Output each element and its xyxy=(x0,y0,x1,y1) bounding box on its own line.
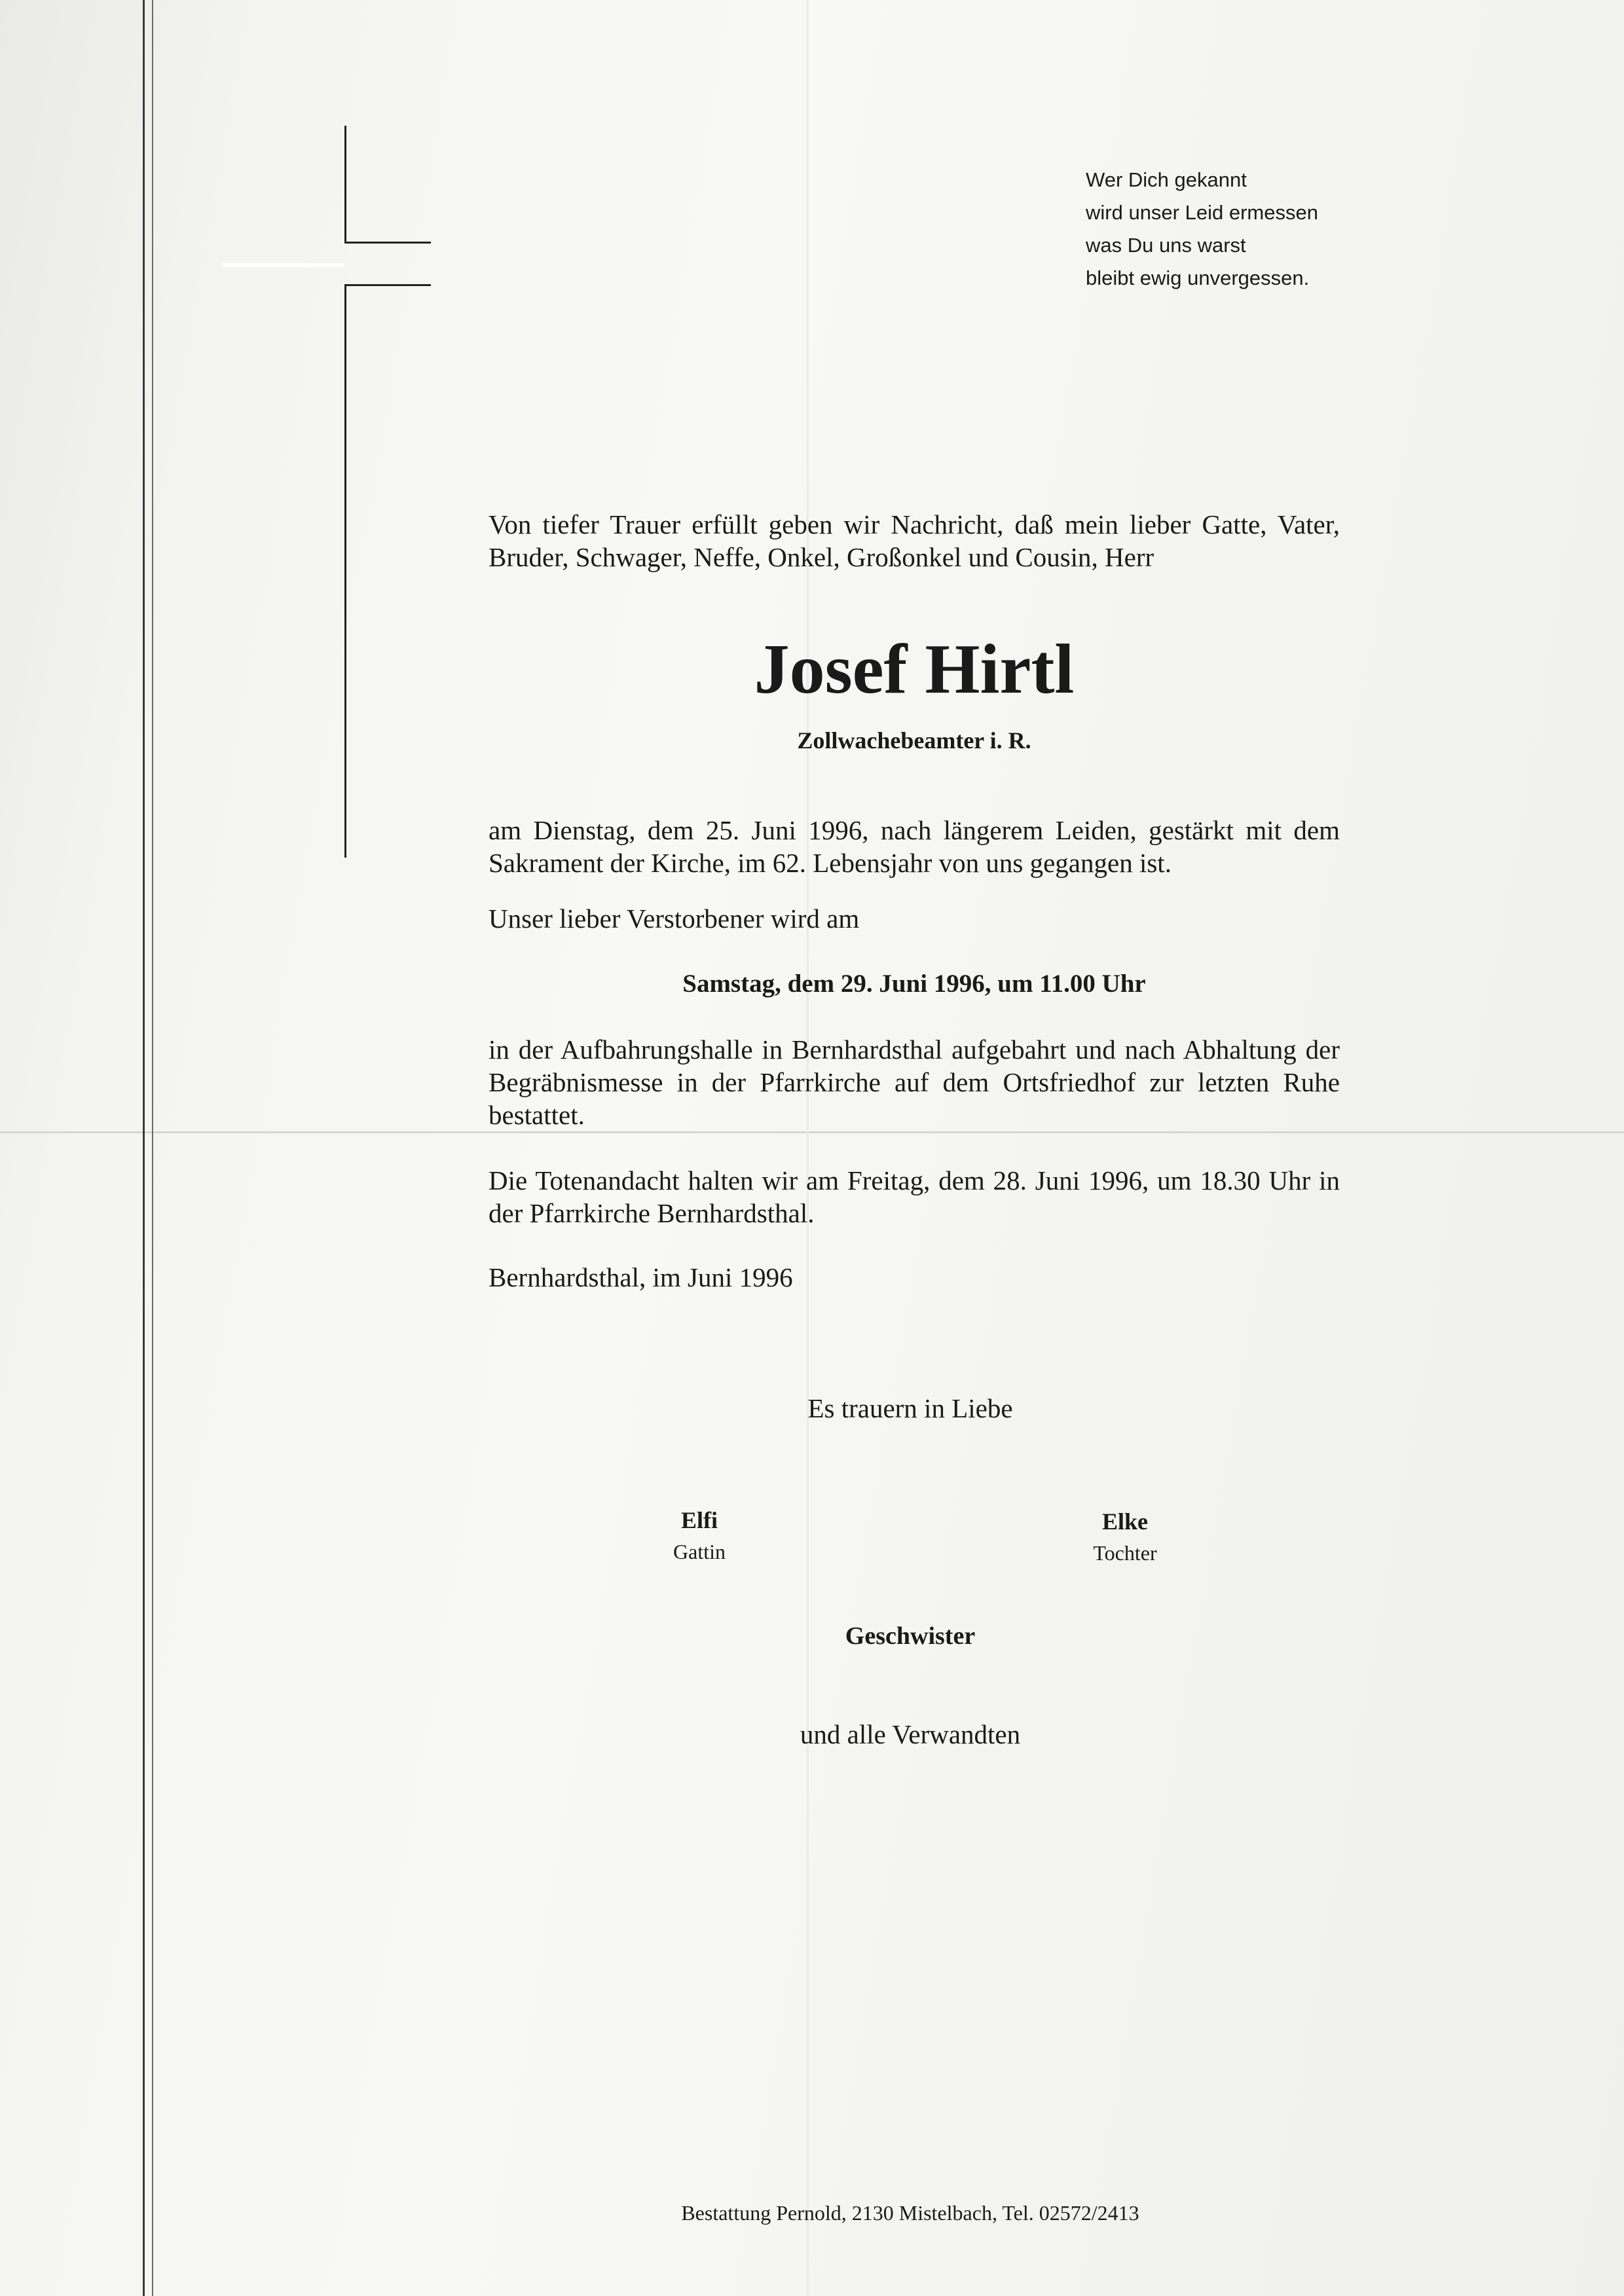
death-notice-paragraph: am Dienstag, dem 25. Juni 1996, nach längerem Leiden, gestärkt mit dem Sakrament der Kirche, im 62. Lebensjahr von uns gegangen ist. xyxy=(489,815,1340,878)
motto-line: wird unser Leid ermessen xyxy=(1086,201,1318,224)
memorial-motto xyxy=(1086,164,1426,295)
mourners-relatives: und alle Verwandten xyxy=(800,1719,1021,1749)
motto-line: bleibt ewig unvergessen. xyxy=(1086,266,1310,289)
burial-intro: Unser lieber Verstorbener wird am xyxy=(489,903,860,934)
funeral-home-footer: Bestattung Pernold, 2130 Mistelbach, Tel. 02572/2413 xyxy=(681,2201,1139,2225)
mourner-name: Elke xyxy=(1101,1508,1148,1535)
burial-location-paragraph: in der Aufbahrungshalle in Bernhardsthal aufgebahrt und nach Abhaltung der Begräbnismesse in der Pfarrkirche auf dem Ortsfriedhof zur letzten Ruhe bestattet. xyxy=(489,1034,1340,1130)
deceased-title: Zollwachebeamter i. R. xyxy=(797,727,1031,754)
mourner-daughter xyxy=(1007,1504,1243,1567)
cross-lower-arm xyxy=(344,284,431,286)
horizontal-fold-line xyxy=(0,1131,1624,1133)
cross-center-gap xyxy=(344,244,346,285)
prayer-paragraph: Die Totenandacht halten wir am Freitag, dem 28. Juni 1996, um 18.30 Uhr in der Pfarrkirche Bernhardsthal. xyxy=(489,1165,1340,1228)
mourners-heading: Es trauern in Liebe xyxy=(807,1393,1013,1423)
cross-light-beam xyxy=(223,263,344,267)
mourner-wife xyxy=(581,1503,817,1566)
cross-upper-arm xyxy=(344,242,431,244)
left-margin-rule xyxy=(143,0,145,2296)
mourner-role: Tochter xyxy=(1093,1541,1157,1565)
mourners-siblings: Geschwister xyxy=(845,1622,976,1650)
mourner-role: Gattin xyxy=(673,1540,726,1563)
left-margin-rule-inner xyxy=(152,0,153,2296)
vertical-fold-line xyxy=(807,0,809,2296)
deceased-name: Josef Hirtl xyxy=(754,630,1075,708)
place-date: Bernhardsthal, im Juni 1996 xyxy=(489,1262,793,1292)
motto-line: Wer Dich gekannt xyxy=(1086,168,1247,191)
intro-paragraph: Von tiefer Trauer erfüllt geben wir Nachricht, daß mein lieber Gatte, Vater, Bruder, Schwager, Neffe, Onkel, Großonkel und Cousin, Herr xyxy=(489,509,1340,572)
burial-date: Samstag, dem 29. Juni 1996, um 11.00 Uhr xyxy=(682,970,1146,998)
cross-vertical-bar xyxy=(344,126,346,858)
mourner-name: Elfi xyxy=(680,1507,718,1533)
motto-line: was Du uns warst xyxy=(1086,234,1246,257)
